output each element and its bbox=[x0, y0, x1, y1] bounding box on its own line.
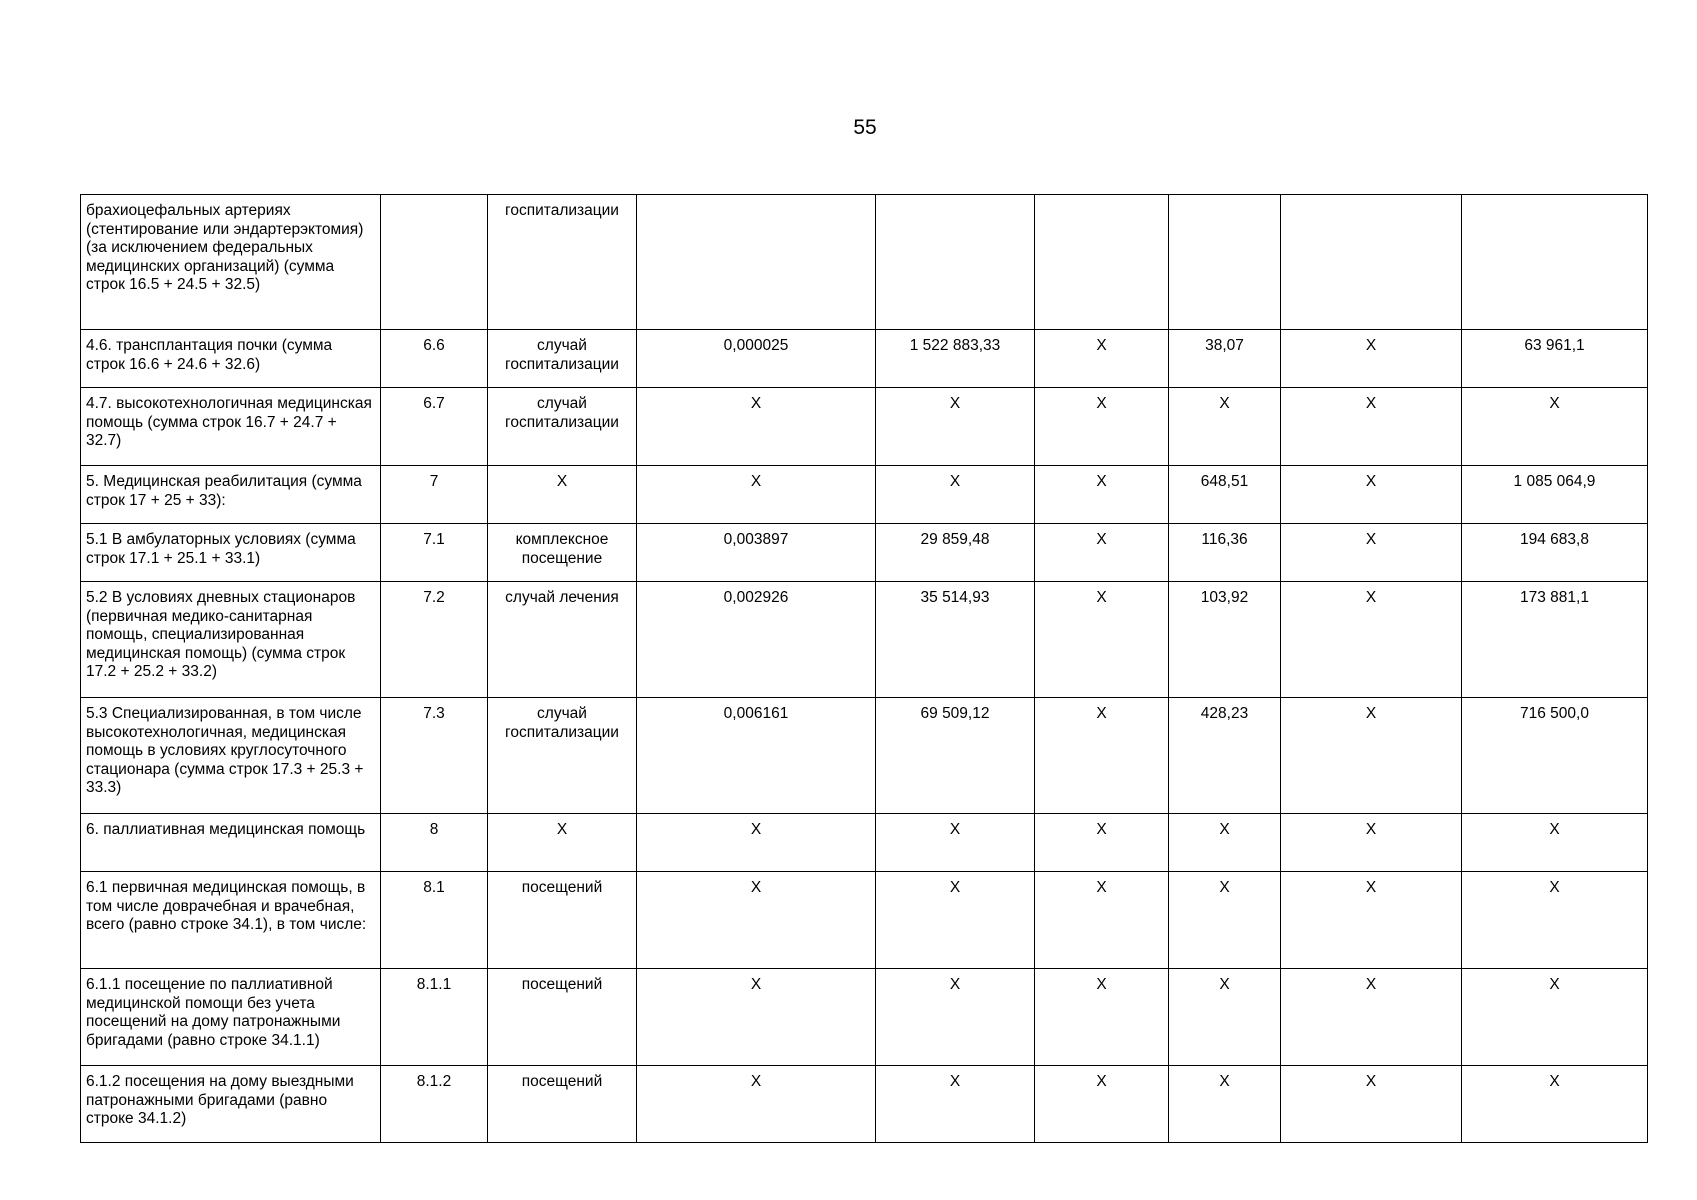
row-value-cell-6: Х bbox=[1035, 872, 1169, 969]
row-value-cell-7: 103,92 bbox=[1169, 582, 1281, 698]
row-line-number-cell: 6.7 bbox=[381, 388, 488, 466]
row-line-number-cell: 8.1.1 bbox=[381, 969, 488, 1066]
row-value-cell-6: Х bbox=[1035, 330, 1169, 388]
row-value-cell-7: 116,36 bbox=[1169, 524, 1281, 582]
row-value-cell-9: Х bbox=[1462, 872, 1648, 969]
row-value-cell-4: Х bbox=[637, 466, 876, 524]
row-value-cell-4: 0,003897 bbox=[637, 524, 876, 582]
row-value-cell-6: Х bbox=[1035, 1066, 1169, 1143]
row-unit-cell: случай госпитализации bbox=[488, 330, 637, 388]
row-value-cell-5 bbox=[876, 195, 1035, 330]
row-value-cell-7: Х bbox=[1169, 388, 1281, 466]
row-name-cell: 5. Медицинская реабилитация (сумма строк 17 + 25 + 33): bbox=[81, 466, 381, 524]
row-value-cell-6: Х bbox=[1035, 969, 1169, 1066]
row-value-cell-8: Х bbox=[1281, 969, 1462, 1066]
row-name-cell: брахиоцефальных артериях (стентирование или эндартерэктомия) (за исключением федеральных медицинских организаций) (сумма строк 16.5 + 24.5 + 32.5) bbox=[81, 195, 381, 330]
row-value-cell-4: 0,006161 bbox=[637, 698, 876, 814]
table-row bbox=[81, 1066, 1648, 1143]
row-value-cell-5: 1 522 883,33 bbox=[876, 330, 1035, 388]
row-value-cell-4: Х bbox=[637, 969, 876, 1066]
row-value-cell-8: Х bbox=[1281, 330, 1462, 388]
row-value-cell-8: Х bbox=[1281, 524, 1462, 582]
row-unit-cell: посещений bbox=[488, 872, 637, 969]
row-value-cell-9: 63 961,1 bbox=[1462, 330, 1648, 388]
row-value-cell-6: Х bbox=[1035, 582, 1169, 698]
row-name-cell: 5.3 Специализированная, в том числе высокотехнологичная, медицинская помощь в условиях круглосуточного стационара (сумма строк 17.3 + 25.3 + 33.3) bbox=[81, 698, 381, 814]
table-row bbox=[81, 466, 1648, 524]
row-value-cell-6 bbox=[1035, 195, 1169, 330]
row-value-cell-4: Х bbox=[637, 872, 876, 969]
row-value-cell-6: Х bbox=[1035, 698, 1169, 814]
row-line-number-cell: 8 bbox=[381, 814, 488, 872]
row-unit-cell: посещений bbox=[488, 969, 637, 1066]
row-value-cell-7: Х bbox=[1169, 969, 1281, 1066]
row-unit-cell: случай лечения bbox=[488, 582, 637, 698]
row-value-cell-8: Х bbox=[1281, 466, 1462, 524]
row-value-cell-9 bbox=[1462, 195, 1648, 330]
row-line-number-cell: 8.1.2 bbox=[381, 1066, 488, 1143]
row-value-cell-4: 0,002926 bbox=[637, 582, 876, 698]
table-row bbox=[81, 872, 1648, 969]
table-row bbox=[81, 195, 1648, 330]
row-value-cell-5: Х bbox=[876, 388, 1035, 466]
row-value-cell-8: Х bbox=[1281, 1066, 1462, 1143]
row-value-cell-6: Х bbox=[1035, 814, 1169, 872]
row-name-cell: 6.1.2 посещения на дому выездными патронажными бригадами (равно строке 34.1.2) bbox=[81, 1066, 381, 1143]
row-value-cell-5: Х bbox=[876, 1066, 1035, 1143]
table-row bbox=[81, 388, 1648, 466]
row-value-cell-7: Х bbox=[1169, 814, 1281, 872]
row-value-cell-4: 0,000025 bbox=[637, 330, 876, 388]
row-value-cell-6: Х bbox=[1035, 524, 1169, 582]
row-name-cell: 6.1 первичная медицинская помощь, в том числе доврачебная и врачебная, всего (равно строке 34.1), в том числе: bbox=[81, 872, 381, 969]
row-value-cell-8: Х bbox=[1281, 698, 1462, 814]
row-value-cell-4: Х bbox=[637, 1066, 876, 1143]
row-value-cell-5: Х bbox=[876, 814, 1035, 872]
row-line-number-cell bbox=[381, 195, 488, 330]
row-unit-cell: Х bbox=[488, 466, 637, 524]
row-line-number-cell: 8.1 bbox=[381, 872, 488, 969]
row-value-cell-7: 648,51 bbox=[1169, 466, 1281, 524]
table-row bbox=[81, 582, 1648, 698]
row-value-cell-4: Х bbox=[637, 388, 876, 466]
row-name-cell: 5.2 В условиях дневных стационаров (первичная медико-санитарная помощь, специализированная медицинская помощь) (сумма строк 17.2 + 25.2 + 33.2) bbox=[81, 582, 381, 698]
table-row bbox=[81, 969, 1648, 1066]
row-value-cell-7: 38,07 bbox=[1169, 330, 1281, 388]
row-unit-cell: случай госпитализации bbox=[488, 698, 637, 814]
table-row bbox=[81, 524, 1648, 582]
row-value-cell-5: 69 509,12 bbox=[876, 698, 1035, 814]
page-number: 55 bbox=[853, 116, 877, 139]
table-row bbox=[81, 698, 1648, 814]
row-unit-cell: Х bbox=[488, 814, 637, 872]
row-value-cell-9: Х bbox=[1462, 814, 1648, 872]
row-value-cell-9: 1 085 064,9 bbox=[1462, 466, 1648, 524]
row-name-cell: 6.1.1 посещение по паллиативной медицинской помощи без учета посещений на дому патронажными бригадами (равно строке 34.1.1) bbox=[81, 969, 381, 1066]
row-value-cell-7: 428,23 bbox=[1169, 698, 1281, 814]
row-line-number-cell: 7.1 bbox=[381, 524, 488, 582]
row-name-cell: 4.6. трансплантация почки (сумма строк 16.6 + 24.6 + 32.6) bbox=[81, 330, 381, 388]
row-value-cell-4 bbox=[637, 195, 876, 330]
row-value-cell-9: 173 881,1 bbox=[1462, 582, 1648, 698]
row-value-cell-5: Х bbox=[876, 872, 1035, 969]
row-value-cell-9: 194 683,8 bbox=[1462, 524, 1648, 582]
row-value-cell-9: Х bbox=[1462, 388, 1648, 466]
row-line-number-cell: 7.2 bbox=[381, 582, 488, 698]
row-value-cell-8: Х bbox=[1281, 388, 1462, 466]
row-unit-cell: госпитализации bbox=[488, 195, 637, 330]
row-value-cell-8: Х bbox=[1281, 814, 1462, 872]
row-value-cell-6: Х bbox=[1035, 388, 1169, 466]
row-value-cell-5: 35 514,93 bbox=[876, 582, 1035, 698]
row-value-cell-8: Х bbox=[1281, 582, 1462, 698]
row-value-cell-9: Х bbox=[1462, 1066, 1648, 1143]
data-table bbox=[80, 194, 1648, 1143]
row-value-cell-8 bbox=[1281, 195, 1462, 330]
row-line-number-cell: 7.3 bbox=[381, 698, 488, 814]
row-name-cell: 4.7. высокотехнологичная медицинская помощь (сумма строк 16.7 + 24.7 + 32.7) bbox=[81, 388, 381, 466]
row-value-cell-7 bbox=[1169, 195, 1281, 330]
row-value-cell-9: 716 500,0 bbox=[1462, 698, 1648, 814]
row-value-cell-4: Х bbox=[637, 814, 876, 872]
row-value-cell-9: Х bbox=[1462, 969, 1648, 1066]
row-value-cell-6: Х bbox=[1035, 466, 1169, 524]
table-row bbox=[81, 330, 1648, 388]
row-value-cell-7: Х bbox=[1169, 1066, 1281, 1143]
row-line-number-cell: 6.6 bbox=[381, 330, 488, 388]
row-name-cell: 5.1 В амбулаторных условиях (сумма строк 17.1 + 25.1 + 33.1) bbox=[81, 524, 381, 582]
row-line-number-cell: 7 bbox=[381, 466, 488, 524]
row-unit-cell: посещений bbox=[488, 1066, 637, 1143]
row-unit-cell: комплексное посещение bbox=[488, 524, 637, 582]
row-value-cell-7: Х bbox=[1169, 872, 1281, 969]
row-value-cell-5: 29 859,48 bbox=[876, 524, 1035, 582]
row-value-cell-5: Х bbox=[876, 969, 1035, 1066]
table-row bbox=[81, 814, 1648, 872]
row-name-cell: 6. паллиативная медицинская помощь bbox=[81, 814, 381, 872]
row-value-cell-5: Х bbox=[876, 466, 1035, 524]
row-value-cell-8: Х bbox=[1281, 872, 1462, 969]
row-unit-cell: случай госпитализации bbox=[488, 388, 637, 466]
